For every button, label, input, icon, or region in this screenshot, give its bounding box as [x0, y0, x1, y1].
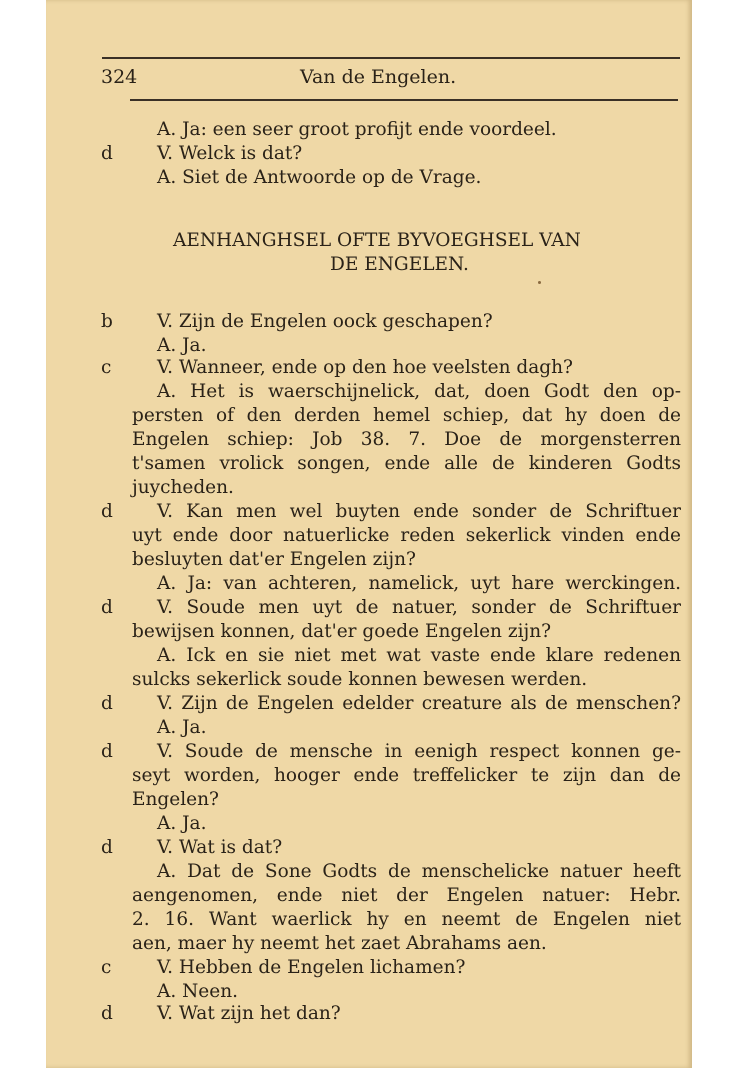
text-line: besluyten dat'er Engelen zijn?	[132, 549, 416, 570]
text-line: persten of den derden hemel schiep, dat hy doen de	[132, 405, 681, 426]
section-heading-line-1: AENHANGHSEL OFTE BYVOEGHSEL VAN	[173, 230, 581, 251]
margin-mark: d	[101, 597, 113, 618]
text-line: A. Het is waerschijnelick, dat, doen Godt den op-	[157, 381, 681, 402]
text-line: A. Ick en sie niet met wat vaste ende klare redenen	[157, 645, 681, 666]
margin-mark: d	[101, 143, 113, 164]
text-line: V. Wat is dat?	[157, 837, 283, 858]
text-line: A. Siet de Antwoorde op de Vrage.	[157, 167, 482, 188]
text-line: V. Zijn de Engelen edelder creature als de menschen?	[157, 693, 681, 714]
text-line: V. Kan men wel buyten ende sonder de Schriftuer	[157, 501, 681, 522]
text-line: A. Ja.	[157, 813, 207, 834]
text-line: A. Neen.	[157, 981, 239, 1002]
text-line: aengenomen, ende niet der Engelen natuer: Hebr.	[132, 885, 681, 906]
text-line: V. Wat zijn het dan?	[157, 1003, 341, 1024]
text-line: A. Ja.	[157, 335, 207, 356]
text-line: A. Dat de Sone Godts de menschelicke natuer heeft	[157, 861, 681, 882]
text-line: A. Ja.	[157, 717, 207, 738]
text-line: V. Zijn de Engelen oock geschapen?	[157, 311, 493, 332]
text-line: Engelen?	[132, 789, 219, 810]
margin-mark: d	[101, 837, 113, 858]
text-line: t'samen vrolick songen, ende alle de kinderen Godts	[132, 453, 681, 474]
running-header: Van de Engelen.	[300, 66, 457, 88]
header-rule-top	[102, 57, 680, 59]
text-line: 2. 16. Want waerlick hy en neemt de Engelen niet	[132, 909, 681, 930]
print-speck	[538, 281, 541, 284]
margin-mark: d	[101, 741, 113, 762]
margin-mark: d	[101, 1003, 113, 1024]
text-line: A. Ja: van achteren, namelick, uyt hare werckingen.	[157, 573, 681, 594]
text-line: V. Soude de mensche in eenigh respect konnen ge-	[157, 741, 681, 762]
text-line: V. Hebben de Engelen lichamen?	[157, 957, 466, 978]
margin-mark: c	[101, 357, 112, 378]
text-line: V. Welck is dat?	[157, 143, 303, 164]
text-line: V. Wanneer, ende op den hoe veelsten dagh?	[157, 357, 573, 378]
text-line: bewijsen konnen, dat'er goede Engelen zijn?	[132, 621, 552, 642]
margin-mark: d	[101, 693, 113, 714]
header-rule-bottom	[130, 99, 678, 101]
text-line: sulcks sekerlick soude konnen bewesen werden.	[132, 669, 588, 690]
text-line: Engelen schiep: Job 38. 7. Doe de morgensterren	[132, 429, 681, 450]
text-line: seyt worden, hooger ende treffelicker te zijn dan de	[132, 765, 681, 786]
text-line: aen, maer hy neemt het zaet Abrahams aen.	[132, 933, 547, 954]
margin-mark: b	[101, 311, 113, 332]
text-line: A. Ja: een seer groot profijt ende voordeel.	[157, 119, 557, 140]
text-line: juycheden.	[132, 477, 234, 498]
text-line: uyt ende door natuerlicke reden sekerlick vinden ende	[132, 525, 681, 546]
page-number: 324	[101, 66, 138, 88]
text-line: V. Soude men uyt de natuer, sonder de Schriftuer	[157, 597, 681, 618]
section-heading-line-2: DE ENGELEN.	[330, 254, 469, 275]
margin-mark: d	[101, 501, 113, 522]
margin-mark: c	[101, 957, 112, 978]
